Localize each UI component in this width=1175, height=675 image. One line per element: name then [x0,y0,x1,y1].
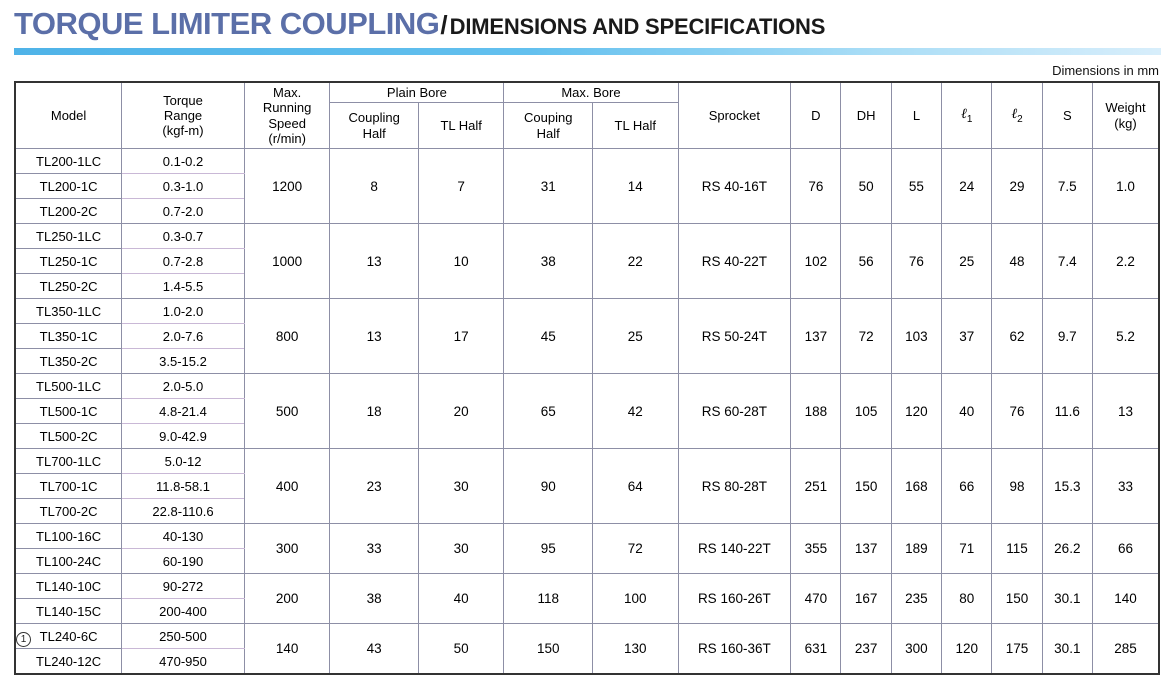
cell-sprocket: RS 140-22T [678,524,791,574]
specifications-table [14,81,1160,675]
cell-plain-coupling: 43 [330,624,419,675]
table-row [15,149,1159,174]
header-sprocket: Sprocket [678,82,791,149]
header-l2-symbol: ℓ$_2$ [1011,106,1023,125]
cell-plain-coupling: 13 [330,299,419,374]
cell-l: 55 [891,149,941,224]
cell-speed: 500 [244,374,330,449]
cell-max-tl: 14 [592,149,678,224]
table-row [15,524,1159,549]
cell-model: TL700-1LC [15,449,122,474]
cell-l1: 120 [942,624,992,675]
cell-max-coupling: 150 [504,624,593,675]
cell-max-coupling: 95 [504,524,593,574]
cell-sprocket: RS 50-24T [678,299,791,374]
header-plain-tl-half: TL Half [418,103,504,149]
header-torque-line1: Torque [163,92,203,108]
cell-sprocket: RS 60-28T [678,374,791,449]
header-max-couping-line1: Couping [524,110,573,126]
cell-sprocket: RS 160-26T [678,574,791,624]
cell-l: 120 [891,374,941,449]
cell-speed: 140 [244,624,330,675]
cell-weight: 66 [1092,524,1159,574]
cell-sprocket: RS 80-28T [678,449,791,524]
cell-model: TL350-1LC [15,299,122,324]
header-plain-coupling-line2: Half [362,125,386,141]
cell-dh: 105 [841,374,891,449]
cell-max-tl: 64 [592,449,678,524]
cell-sprocket: RS 40-16T [678,149,791,224]
header-l: L [891,82,941,149]
cell-s: 30.1 [1042,574,1092,624]
header-dh: DH [841,82,891,149]
cell-l2: 76 [992,374,1042,449]
cell-d: 102 [791,224,841,299]
cell-model: TL200-1LC [15,149,122,174]
cell-plain-coupling: 13 [330,224,419,299]
cell-plain-tl: 30 [418,524,504,574]
cell-l1: 25 [942,224,992,299]
header-l1 [942,82,992,149]
cell-dh: 50 [841,149,891,224]
table-row [15,224,1159,249]
cell-model: TL250-1LC [15,224,122,249]
cell-model: TL500-2C [15,424,122,449]
cell-model: TL100-16C [15,524,122,549]
header-speed-line4: (r/min) [268,130,306,146]
cell-plain-tl: 40 [418,574,504,624]
cell-l: 189 [891,524,941,574]
cell-max-coupling: 31 [504,149,593,224]
header-row-1 [15,82,1159,103]
cell-torque: 5.0-12 [122,449,245,474]
header-torque-range [122,82,245,149]
cell-model: TL700-2C [15,499,122,524]
cell-speed: 1000 [244,224,330,299]
header-weight-line1: Weight [1105,100,1146,116]
cell-torque: 250-500 [122,624,245,649]
title-separator: / [440,10,448,40]
cell-plain-coupling: 23 [330,449,419,524]
header-torque-line3: (kgf-m) [162,123,204,139]
cell-dh: 237 [841,624,891,675]
header-speed-line2: Running [262,100,312,116]
cell-dh: 56 [841,224,891,299]
cell-d: 76 [791,149,841,224]
cell-l: 300 [891,624,941,675]
header-max-tl-half: TL Half [592,103,678,149]
header-speed-line3: Speed [268,115,306,131]
cell-plain-coupling: 33 [330,524,419,574]
cell-torque: 22.8-110.6 [122,499,245,524]
cell-l2: 175 [992,624,1042,675]
header-weight [1092,82,1159,149]
cell-s: 15.3 [1042,449,1092,524]
header-d: D [791,82,841,149]
cell-plain-tl: 20 [418,374,504,449]
cell-s: 26.2 [1042,524,1092,574]
cell-torque: 0.3-0.7 [122,224,245,249]
cell-torque: 0.7-2.8 [122,249,245,274]
cell-speed: 800 [244,299,330,374]
cell-weight: 2.2 [1092,224,1159,299]
cell-dh: 150 [841,449,891,524]
cell-model: TL350-1C [15,324,122,349]
cell-l2: 150 [992,574,1042,624]
cell-s: 11.6 [1042,374,1092,449]
cell-l: 235 [891,574,941,624]
cell-weight: 13 [1092,374,1159,449]
cell-max-tl: 72 [592,524,678,574]
cell-torque: 3.5-15.2 [122,349,245,374]
cell-l: 168 [891,449,941,524]
title-main: TORQUE LIMITER COUPLING [14,6,440,41]
cell-torque: 470-950 [122,649,245,675]
cell-sprocket: RS 160-36T [678,624,791,675]
cell-d: 631 [791,624,841,675]
cell-d: 188 [791,374,841,449]
cell-torque: 9.0-42.9 [122,424,245,449]
cell-speed: 1200 [244,149,330,224]
header-plain-bore: Plain Bore [330,82,504,103]
cell-plain-tl: 50 [418,624,504,675]
cell-plain-tl: 10 [418,224,504,299]
table-row [15,624,1159,649]
cell-plain-coupling: 8 [330,149,419,224]
cell-model: TL350-2C [15,349,122,374]
cell-max-coupling: 65 [504,374,593,449]
cell-weight: 5.2 [1092,299,1159,374]
cell-d: 137 [791,299,841,374]
cell-weight: 1.0 [1092,149,1159,224]
cell-model: TL140-15C [15,599,122,624]
header-plain-coupling-line1: Coupling [348,110,400,126]
table-row [15,299,1159,324]
cell-torque: 0.3-1.0 [122,174,245,199]
cell-l: 76 [891,224,941,299]
cell-d: 355 [791,524,841,574]
cell-l2: 62 [992,299,1042,374]
cell-s: 7.5 [1042,149,1092,224]
title-divider-rule [14,48,1161,55]
cell-torque: 200-400 [122,599,245,624]
cell-model: TL240-6C [15,624,122,649]
cell-dh: 72 [841,299,891,374]
cell-weight: 285 [1092,624,1159,675]
header-torque-line2: Range [163,107,203,123]
cell-weight: 140 [1092,574,1159,624]
cell-torque: 60-190 [122,549,245,574]
cell-sprocket: RS 40-22T [678,224,791,299]
cell-weight: 33 [1092,449,1159,524]
cell-speed: 300 [244,524,330,574]
cell-torque: 90-272 [122,574,245,599]
cell-l2: 115 [992,524,1042,574]
cell-s: 9.7 [1042,299,1092,374]
cell-l1: 80 [942,574,992,624]
cell-max-tl: 25 [592,299,678,374]
header-max-running-speed [244,82,330,149]
cell-d: 251 [791,449,841,524]
footnote-marker-icon: 1 [16,632,31,647]
table-header [15,82,1159,149]
cell-max-tl: 42 [592,374,678,449]
header-speed-line1: Max. [273,85,302,100]
cell-torque: 2.0-7.6 [122,324,245,349]
cell-speed: 200 [244,574,330,624]
cell-model: TL700-1C [15,474,122,499]
cell-model: TL500-1C [15,399,122,424]
cell-torque: 11.8-58.1 [122,474,245,499]
cell-torque: 1.4-5.5 [122,274,245,299]
cell-plain-tl: 7 [418,149,504,224]
cell-s: 7.4 [1042,224,1092,299]
header-weight-line2: (kg) [1114,115,1137,131]
header-l1-symbol: ℓ$_1$ [961,106,973,125]
cell-plain-tl: 17 [418,299,504,374]
table-row [15,449,1159,474]
cell-l1: 40 [942,374,992,449]
cell-torque: 0.1-0.2 [122,149,245,174]
cell-l2: 48 [992,224,1042,299]
cell-model: TL140-10C [15,574,122,599]
cell-max-tl: 100 [592,574,678,624]
cell-dh: 137 [841,524,891,574]
header-max-couping-half [504,103,593,149]
header-max-couping-line2: Half [536,125,560,141]
cell-dh: 167 [841,574,891,624]
title-subtitle: DIMENSIONS AND SPECIFICATIONS [449,14,826,39]
cell-model: TL100-24C [15,549,122,574]
cell-d: 470 [791,574,841,624]
cell-torque: 1.0-2.0 [122,299,245,324]
cell-plain-tl: 30 [418,449,504,524]
footnote [16,630,34,647]
cell-l1: 71 [942,524,992,574]
cell-s: 30.1 [1042,624,1092,675]
cell-plain-coupling: 38 [330,574,419,624]
table-row [15,374,1159,399]
header-l2 [992,82,1042,149]
cell-max-coupling: 45 [504,299,593,374]
cell-model: TL250-2C [15,274,122,299]
cell-l: 103 [891,299,941,374]
page-title [0,0,1175,42]
cell-model: TL500-1LC [15,374,122,399]
header-max-bore: Max. Bore [504,82,678,103]
header-s: S [1042,82,1092,149]
cell-max-tl: 130 [592,624,678,675]
header-model: Model [15,82,122,149]
table-body [15,149,1159,675]
cell-speed: 400 [244,449,330,524]
cell-l1: 24 [942,149,992,224]
cell-plain-coupling: 18 [330,374,419,449]
cell-l2: 98 [992,449,1042,524]
cell-l2: 29 [992,149,1042,224]
cell-torque: 40-130 [122,524,245,549]
cell-max-coupling: 118 [504,574,593,624]
cell-torque: 4.8-21.4 [122,399,245,424]
table-row [15,574,1159,599]
cell-max-coupling: 38 [504,224,593,299]
cell-torque: 0.7-2.0 [122,199,245,224]
cell-model: TL200-1C [15,174,122,199]
cell-max-coupling: 90 [504,449,593,524]
header-plain-coupling-half [330,103,419,149]
cell-model: TL240-12C [15,649,122,675]
cell-max-tl: 22 [592,224,678,299]
units-note: Dimensions in mm [1052,63,1159,78]
cell-l1: 66 [942,449,992,524]
spec-table-wrap [0,81,1175,675]
cell-model: TL250-1C [15,249,122,274]
cell-model: TL200-2C [15,199,122,224]
cell-l1: 37 [942,299,992,374]
cell-torque: 2.0-5.0 [122,374,245,399]
